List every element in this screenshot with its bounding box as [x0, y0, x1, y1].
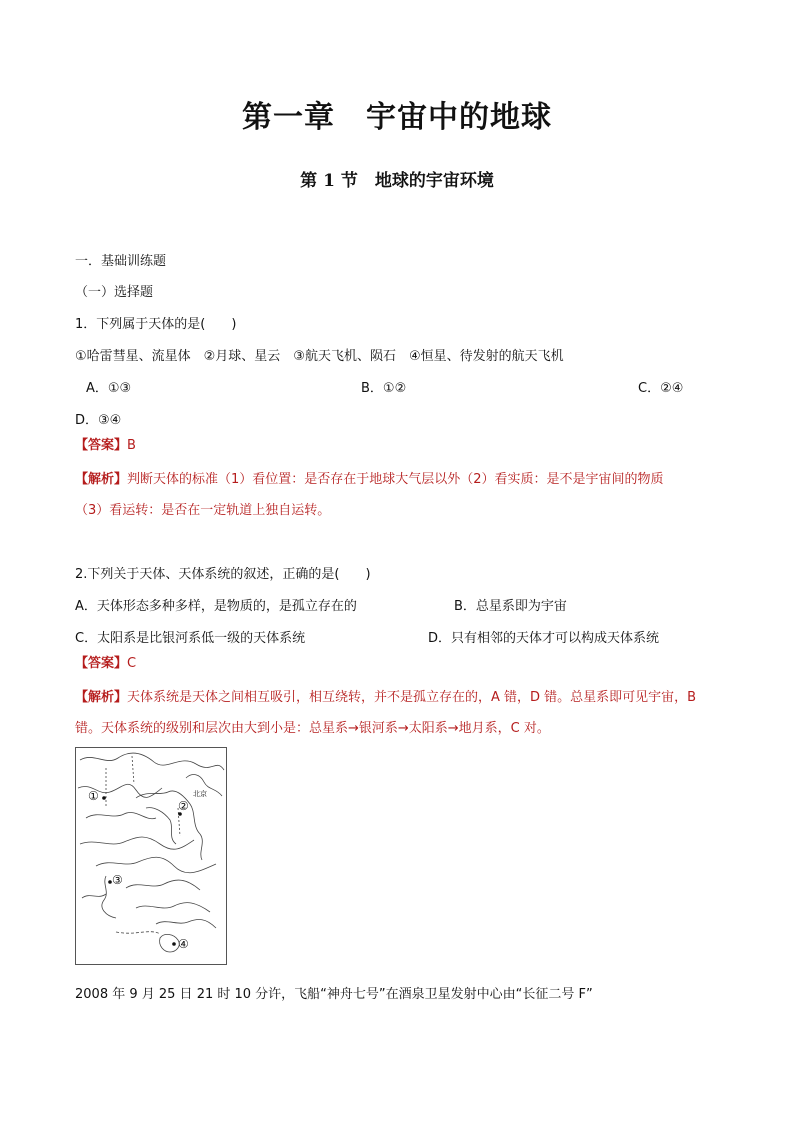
- answer-tag: 【答案】: [75, 656, 128, 671]
- part-heading: 一．基础训练题: [75, 254, 167, 269]
- map-marker-4: ④: [178, 937, 189, 951]
- q2-analysis-line1: [75, 686, 696, 705]
- analysis-tag: 【解析】: [75, 690, 128, 705]
- analysis-tag: 【解析】: [75, 472, 128, 487]
- answer-value: C: [127, 656, 137, 671]
- q2-option-b: B．总星系即为宇宙: [454, 599, 567, 614]
- q1-option-a: A．①③: [86, 381, 132, 396]
- q3-text: 2008 年 9 月 25 日 21 时 10 分许，飞船“神舟七号”在酒泉卫星发射中心由“长征二号 F”: [75, 987, 593, 1002]
- q1-option-d: D．③④: [75, 413, 122, 428]
- part-subheading: （一）选择题: [75, 285, 154, 300]
- q2-analysis-line2: 错。天体系统的级别和层次由大到小是：总星系→银河系→太阳系→地月系，C 对。: [75, 721, 550, 736]
- q1-option-b: B．①②: [361, 381, 407, 396]
- map-city-label: 北京: [193, 790, 207, 798]
- analysis-text: 天体系统是天体之间相互吸引，相互绕转，并不是孤立存在的，A 错，D 错。总星系即可见宇宙，B: [127, 690, 697, 705]
- chapter-title: 第一章 宇宙中的地球: [242, 100, 552, 135]
- q2-option-d: D．只有相邻的天体才可以构成天体系统: [428, 631, 660, 646]
- q1-items: ①哈雷彗星、流星体 ②月球、星云 ③航天飞机、陨石 ④恒星、待发射的航天飞机: [75, 349, 564, 364]
- q2-answer: [75, 652, 136, 671]
- china-map-figure: [75, 747, 227, 965]
- q1-answer: [75, 434, 136, 453]
- map-marker-1: ①: [88, 789, 99, 803]
- q1-analysis-line2: （3）看运转：是否在一定轨道上独自运转。: [75, 503, 331, 518]
- analysis-text: 判断天体的标准（1）看位置：是否存在于地球大气层以外（2）看实质：是不是宇宙间的物质: [127, 472, 664, 487]
- answer-value: B: [127, 438, 136, 453]
- q1-analysis-line1: [75, 468, 664, 487]
- map-drawing: [76, 748, 226, 964]
- section-title: 第 1 节 地球的宇宙环境: [300, 171, 494, 191]
- answer-tag: 【答案】: [75, 438, 128, 453]
- map-marker-3: ③: [112, 873, 123, 887]
- q2-option-a: A．天体形态多种多样，是物质的，是孤立存在的: [75, 599, 357, 614]
- q2-option-c: C．太阳系是比银河系低一级的天体系统: [75, 631, 306, 646]
- q1-stem: 1．下列属于天体的是( ): [75, 317, 237, 332]
- q1-option-c: C．②④: [638, 381, 684, 396]
- q2-stem: 2.下列关于天体、天体系统的叙述，正确的是( ): [75, 567, 371, 582]
- map-marker-2: ②: [178, 799, 189, 813]
